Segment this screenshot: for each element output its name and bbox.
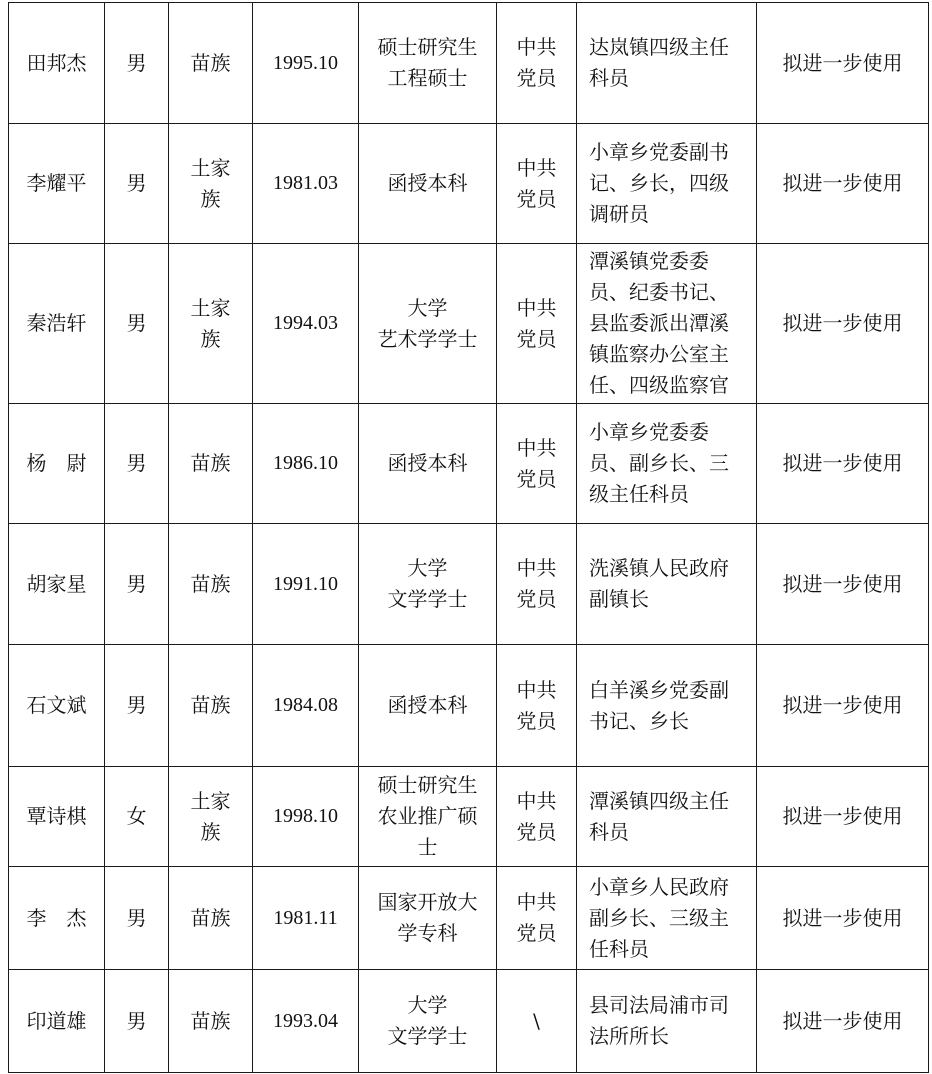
table-row: [9, 524, 929, 645]
name-cell: 覃诗棋: [9, 767, 105, 867]
position-cell: 县司法局浦市司 法所所长: [577, 970, 757, 1073]
name-cell: 石文斌: [9, 645, 105, 767]
birth-cell: 1981.11: [253, 867, 359, 970]
party-cell: 中共 党员: [497, 3, 577, 124]
gender-cell: 女: [105, 767, 169, 867]
proposal-cell: 拟进一步使用: [757, 124, 929, 244]
education-cell: 大学 文学学士: [359, 524, 497, 645]
birth-cell: 1984.08: [253, 645, 359, 767]
gender-cell: 男: [105, 970, 169, 1073]
ethnicity-cell: 苗族: [169, 645, 253, 767]
table-row: [9, 867, 929, 970]
name-cell: 李 杰: [9, 867, 105, 970]
proposal-cell: 拟进一步使用: [757, 645, 929, 767]
party-cell: 中共 党员: [497, 524, 577, 645]
name-cell: 李耀平: [9, 124, 105, 244]
gender-cell: 男: [105, 867, 169, 970]
name-cell: 印道雄: [9, 970, 105, 1073]
position-cell: 洗溪镇人民政府 副镇长: [577, 524, 757, 645]
party-cell: 中共 党员: [497, 124, 577, 244]
table-row: [9, 244, 929, 404]
ethnicity-cell: 苗族: [169, 867, 253, 970]
education-cell: 函授本科: [359, 404, 497, 524]
name-cell: 田邦杰: [9, 3, 105, 124]
proposal-cell: 拟进一步使用: [757, 867, 929, 970]
education-cell: 硕士研究生 工程硕士: [359, 3, 497, 124]
education-cell: 国家开放大 学专科: [359, 867, 497, 970]
gender-cell: 男: [105, 645, 169, 767]
personnel-table: [8, 2, 929, 1073]
gender-cell: 男: [105, 244, 169, 404]
position-cell: 白羊溪乡党委副 书记、乡长: [577, 645, 757, 767]
proposal-cell: 拟进一步使用: [757, 244, 929, 404]
name-cell: 胡家星: [9, 524, 105, 645]
position-cell: 达岚镇四级主任 科员: [577, 3, 757, 124]
position-cell: 小章乡人民政府 副乡长、三级主 任科员: [577, 867, 757, 970]
birth-cell: 1998.10: [253, 767, 359, 867]
gender-cell: 男: [105, 404, 169, 524]
proposal-cell: 拟进一步使用: [757, 767, 929, 867]
name-cell: 杨 尉: [9, 404, 105, 524]
education-cell: 大学 艺术学学士: [359, 244, 497, 404]
position-cell: 潭溪镇四级主任 科员: [577, 767, 757, 867]
table-row: [9, 404, 929, 524]
party-cell: 中共 党员: [497, 244, 577, 404]
education-cell: 大学 文学学士: [359, 970, 497, 1073]
table-row: [9, 645, 929, 767]
party-cell: 中共 党员: [497, 767, 577, 867]
birth-cell: 1994.03: [253, 244, 359, 404]
ethnicity-cell: 土家 族: [169, 124, 253, 244]
ethnicity-cell: 土家 族: [169, 767, 253, 867]
table-row: [9, 970, 929, 1073]
proposal-cell: 拟进一步使用: [757, 3, 929, 124]
ethnicity-cell: 苗族: [169, 524, 253, 645]
party-cell: 中共 党员: [497, 867, 577, 970]
table-row: [9, 124, 929, 244]
education-cell: 函授本科: [359, 124, 497, 244]
birth-cell: 1991.10: [253, 524, 359, 645]
ethnicity-cell: 苗族: [169, 970, 253, 1073]
proposal-cell: 拟进一步使用: [757, 404, 929, 524]
ethnicity-cell: 苗族: [169, 404, 253, 524]
gender-cell: 男: [105, 524, 169, 645]
position-cell: 小章乡党委副书 记、乡长，四级 调研员: [577, 124, 757, 244]
ethnicity-cell: 苗族: [169, 3, 253, 124]
proposal-cell: 拟进一步使用: [757, 524, 929, 645]
birth-cell: 1993.04: [253, 970, 359, 1073]
table-row: [9, 767, 929, 867]
position-cell: 小章乡党委委 员、副乡长、三 级主任科员: [577, 404, 757, 524]
education-cell: 函授本科: [359, 645, 497, 767]
party-cell: 中共 党员: [497, 404, 577, 524]
birth-cell: 1995.10: [253, 3, 359, 124]
party-cell: \: [497, 970, 577, 1073]
name-cell: 秦浩轩: [9, 244, 105, 404]
birth-cell: 1981.03: [253, 124, 359, 244]
ethnicity-cell: 土家 族: [169, 244, 253, 404]
party-cell: 中共 党员: [497, 645, 577, 767]
position-cell: 潭溪镇党委委 员、纪委书记、 县监委派出潭溪 镇监察办公室主 任、四级监察官: [577, 244, 757, 404]
table-row: [9, 3, 929, 124]
gender-cell: 男: [105, 124, 169, 244]
proposal-cell: 拟进一步使用: [757, 970, 929, 1073]
birth-cell: 1986.10: [253, 404, 359, 524]
education-cell: 硕士研究生 农业推广硕 士: [359, 767, 497, 867]
gender-cell: 男: [105, 3, 169, 124]
